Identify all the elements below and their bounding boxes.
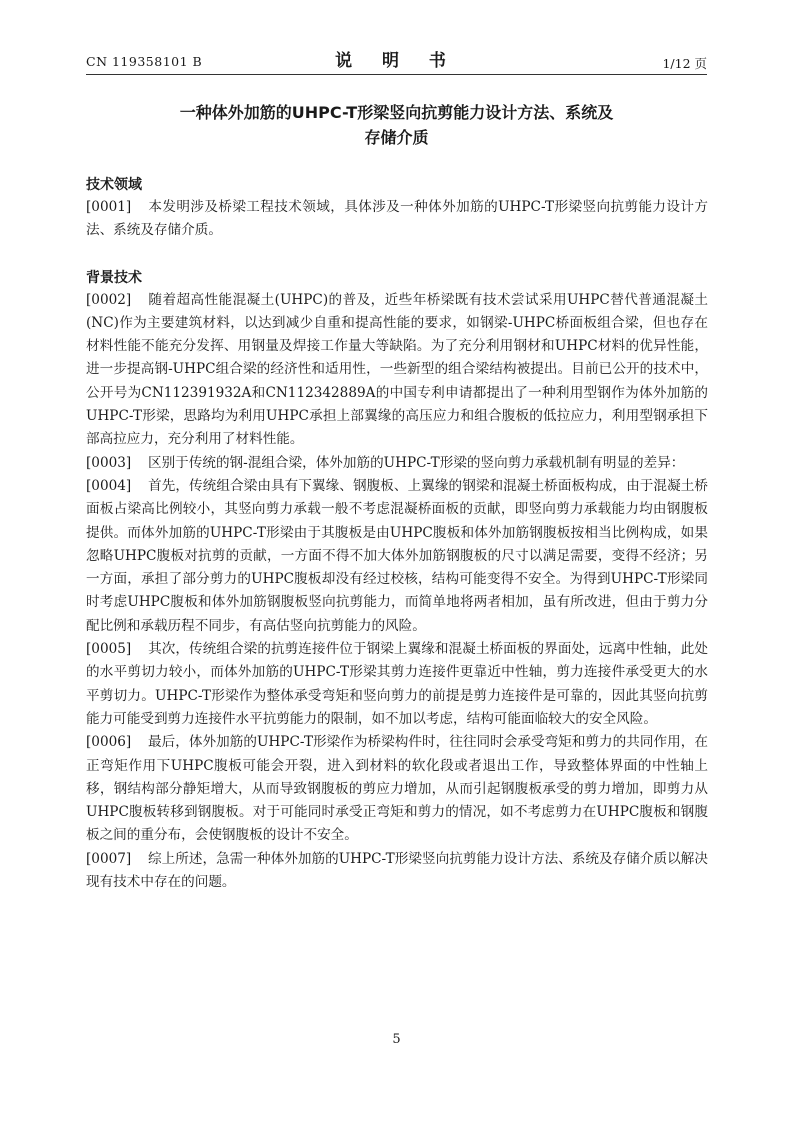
section-heading-background: 背景技术 <box>86 269 142 286</box>
header-rule <box>86 74 707 75</box>
paragraph-text: 随着超高性能混凝土(UHPC)的普及，近些年桥梁既有技术尝试采用UHPC替代普通混凝土(NC)作为主要建筑材料，以达到减少自重和提高性能的要求，如钢梁-UHPC桥面板组合梁，但也存在材料性能不能充分发挥、用钢量及焊接工作量大等缺陷。为了充分利用钢材和UHPC材料的优异性能，进一步提高钢-UHPC组合梁的经济性和适用性，一些新型的组合梁结构被提出。目前已公开的技术中，公开号为CN112391932A和CN112342889A的中国专利申请都提出了一种利用型钢作为体外加筋的UHPC-T形梁，思路均为利用UHPC承担上部翼缘的高压应力和组合腹板的低拉应力，利用型钢承担下部高拉应力，充分利用了材料性能。 <box>86 291 708 448</box>
paragraph-0006 <box>86 731 708 847</box>
paragraph-number: [0005] <box>86 641 132 658</box>
paragraph-number: [0003] <box>86 454 132 471</box>
paragraph-number: [0007] <box>86 850 132 867</box>
paragraph-number: [0002] <box>86 291 132 308</box>
paragraph-0004 <box>86 475 708 638</box>
paragraph-0002 <box>86 289 708 452</box>
paragraph-0005 <box>86 638 708 731</box>
document-body <box>86 174 708 894</box>
paragraph-number: [0006] <box>86 734 132 751</box>
header-patent-number: CN 119358101 B <box>86 54 203 69</box>
title-line-2: 存储介质 <box>364 128 429 147</box>
header-page-info: 1/12 页 <box>662 56 707 71</box>
paragraph-0007 <box>86 848 708 895</box>
paragraph-number: [0004] <box>86 477 132 494</box>
section-gap <box>86 243 708 267</box>
section-heading-technical-field: 技术领域 <box>86 177 142 193</box>
title-line-1: 一种体外加筋的UHPC-T形梁竖向抗剪能力设计方法、系统及 <box>179 103 614 122</box>
paragraph-text: 最后，体外加筋的UHPC-T形梁作为桥梁构件时，往往同时会承受弯矩和剪力的共同作用，在正弯矩作用下UHPC腹板可能会开裂，进入到材料的软化段或者退出工作，导致整体界面的中性轴上移，钢结构部分静矩增大，从而导致钢腹板的剪应力增加，从而引起钢腹板承受的剪力增加，即剪力从UHPC腹板转移到钢腹板。对于可能同时承受正弯矩和剪力的情况，如不考虑剪力在UHPC腹板和钢腹板之间的重分布，会使钢腹板的设计不安全。 <box>86 734 708 844</box>
paragraph-0003 <box>86 452 708 475</box>
paragraph-text: 本发明涉及桥梁工程技术领域，具体涉及一种体外加筋的UHPC-T形梁竖向抗剪能力设计方法、系统及存储介质。 <box>86 199 708 239</box>
document-title <box>120 100 673 150</box>
paragraph-number: [0001] <box>86 199 132 215</box>
header-doc-type: 说 明 书 <box>335 51 458 71</box>
paragraph-text: 综上所述，急需一种体外加筋的UHPC-T形梁竖向抗剪能力设计方法、系统及存储介质以解决现有技术中存在的问题。 <box>86 850 708 891</box>
paragraph-text: 区别于传统的钢-混组合梁，体外加筋的UHPC-T形梁的竖向剪力承载机制有明显的差异： <box>148 454 685 471</box>
paragraph-0001 <box>86 196 708 243</box>
paragraph-text: 其次，传统组合梁的抗剪连接件位于钢梁上翼缘和混凝土桥面板的界面处，远离中性轴，此处的水平剪切力较小，而体外加筋的UHPC-T形梁其剪力连接件更靠近中性轴，剪力连接件承受更大的水平剪切力。UHPC-T形梁作为整体承受弯矩和竖向剪力的前提是剪力连接件是可靠的，因此其竖向抗剪能力可能受到剪力连接件水平抗剪能力的限制，如不加以考虑，结构可能面临较大的安全风险。 <box>86 641 708 727</box>
page-number: 5 <box>392 1032 401 1047</box>
paragraph-text: 首先，传统组合梁由具有下翼缘、钢腹板、上翼缘的钢梁和混凝土桥面板构成，由于混凝土桥面板占梁高比例较小，其竖向剪力承载一般不考虑混凝桥面板的贡献，即竖向剪力承载能力均由钢腹板提供。而体外加筋的UHPC-T形梁由于其腹板是由UHPC腹板和体外加筋钢腹板按相当比例构成，如果忽略UHPC腹板对抗剪的贡献，一方面不得不加大体外加筋钢腹板的尺寸以满足需要，变得不经济；另一方面，承担了部分剪力的UHPC腹板却没有经过校核，结构可能变得不安全。为得到UHPC-T形梁同时考虑UHPC腹板和体外加筋钢腹板竖向抗剪能力，而简单地将两者相加，虽有所改进，但由于剪力分配比例和承载历程不同步，有高估竖向抗剪能力的风险。 <box>86 477 708 634</box>
